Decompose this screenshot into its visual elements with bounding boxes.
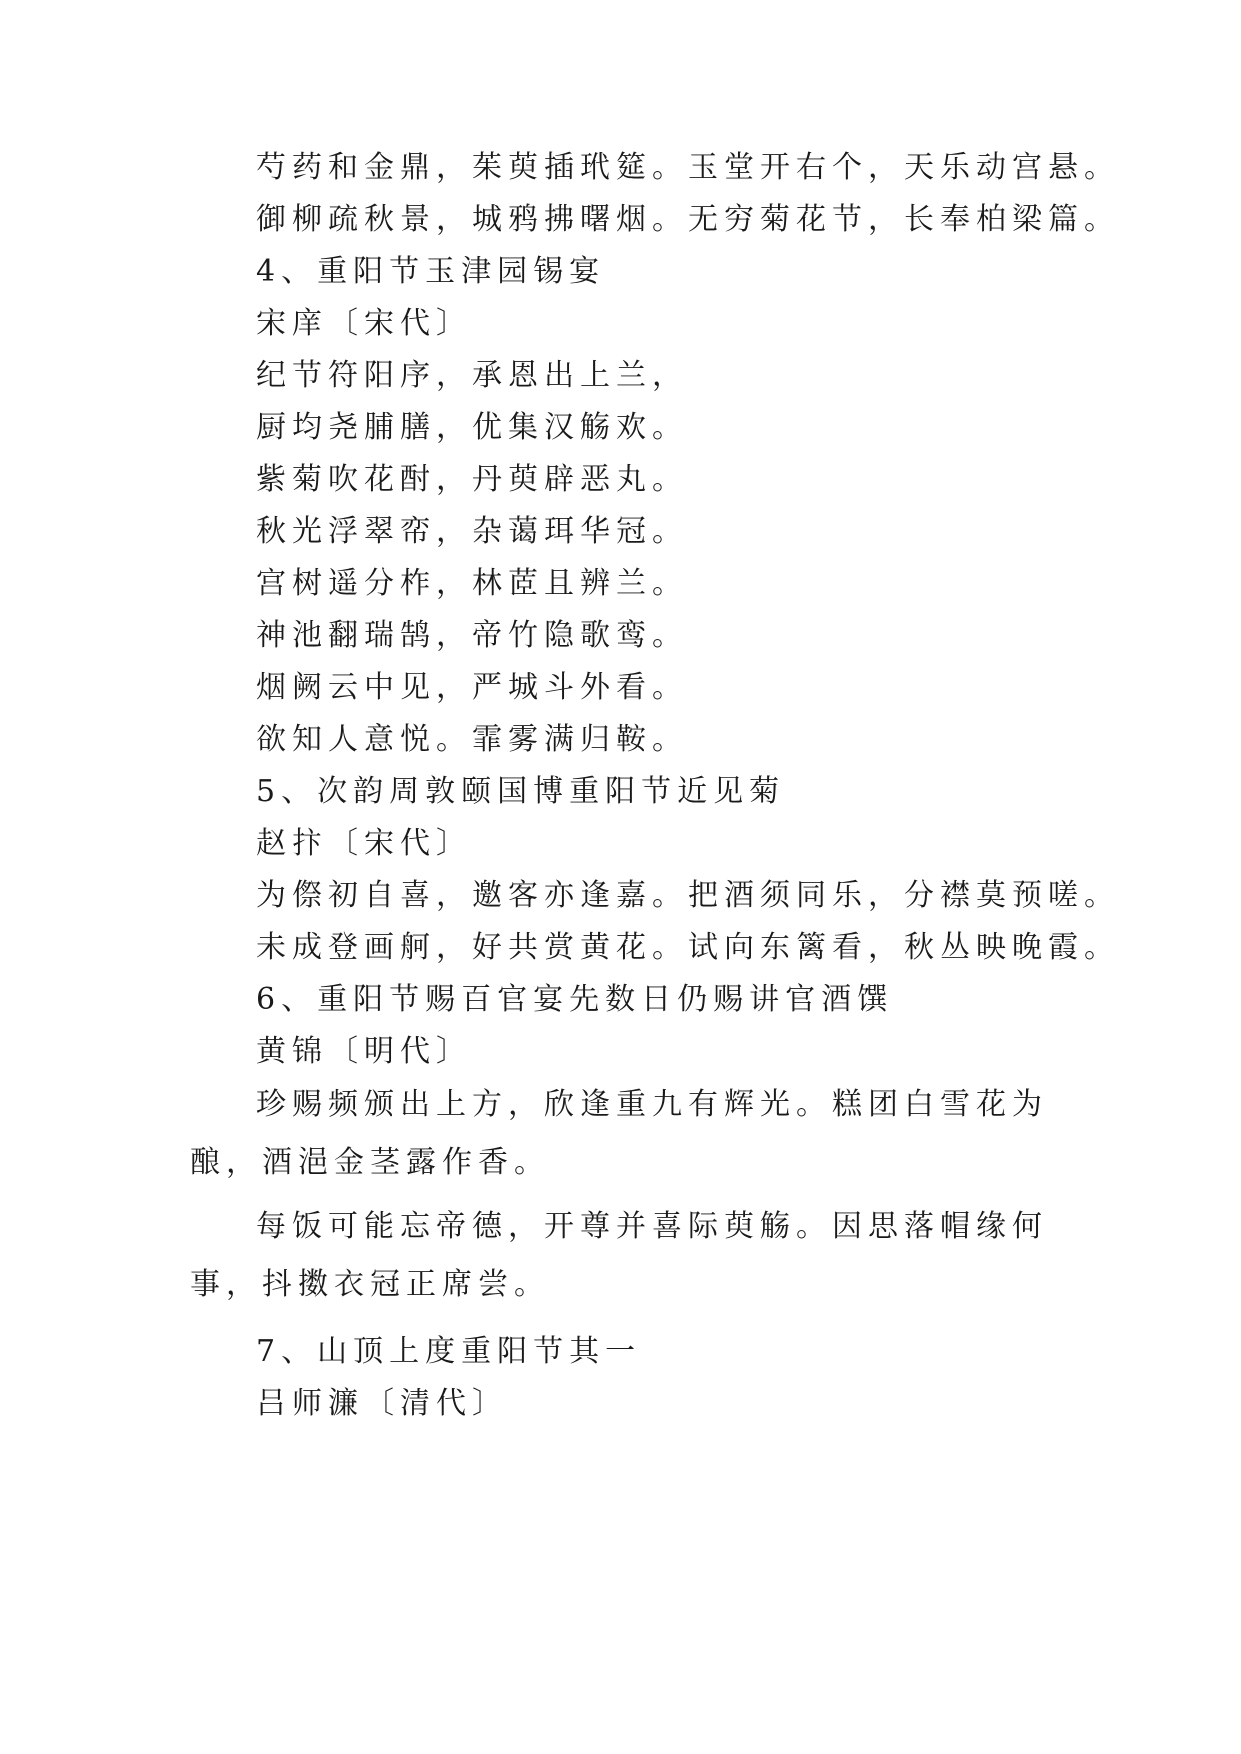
poem-title: 4、重阳节玉津园锡宴 (256, 254, 606, 289)
poem-line: 欲知人意悦。霏雾满归鞍。 (256, 722, 688, 757)
poem-line: 御柳疏秋景，城鸦拂曙烟。无穷菊花节，长奉柏梁篇。 (256, 202, 1120, 237)
poem-author: 黄锦〔明代〕 (256, 1034, 472, 1069)
poem-author: 吕师濂〔清代〕 (256, 1386, 508, 1421)
poem-line: 烟阙云中见，严城斗外看。 (256, 670, 688, 705)
poem-author: 赵抃〔宋代〕 (256, 826, 472, 861)
poem-line: 未成登画舸，好共赏黄花。试向东篱看，秋丛映晚霞。 (256, 930, 1120, 965)
poem-title: 6、重阳节赐百官宴先数日仍赐讲官酒馔 (256, 982, 894, 1017)
poem-title: 7、山顶上度重阳节其一 (256, 1334, 642, 1369)
poem-line: 神池翻瑞鹄，帝竹隐歌鸾。 (256, 618, 688, 653)
poem-line: 纪节符阳序，承恩出上兰， (256, 358, 688, 393)
poem-paragraph: 每饭可能忘帝德，开尊并喜际萸觞。因思落帽缘何事，抖擞衣冠正席尝。 (190, 1209, 1048, 1302)
poem-paragraph: 珍赐频颁出上方，欣逢重九有辉光。糕团白雪花为酿，酒浥金茎露作香。 (190, 1087, 1048, 1180)
poem-line: 秋光浮翠帟，杂蔼珥华冠。 (256, 514, 688, 549)
poem-author: 宋庠〔宋代〕 (256, 306, 472, 341)
poem-line: 为傺初自喜，邀客亦逢嘉。把酒须同乐，分襟莫预嗟。 (256, 878, 1120, 913)
poem-line: 紫菊吹花酎，丹萸辟恶丸。 (256, 462, 688, 497)
poem-line: 厨均尧脯膳，优集汉觞欢。 (256, 410, 688, 445)
poem-title: 5、次韵周敦颐国博重阳节近见菊 (256, 774, 786, 809)
poem-line: 宫树遥分柞，林茝且辨兰。 (256, 566, 688, 601)
poem-line: 芍药和金鼎，茱萸插玳筵。玉堂开右个，天乐动宫悬。 (256, 150, 1120, 185)
